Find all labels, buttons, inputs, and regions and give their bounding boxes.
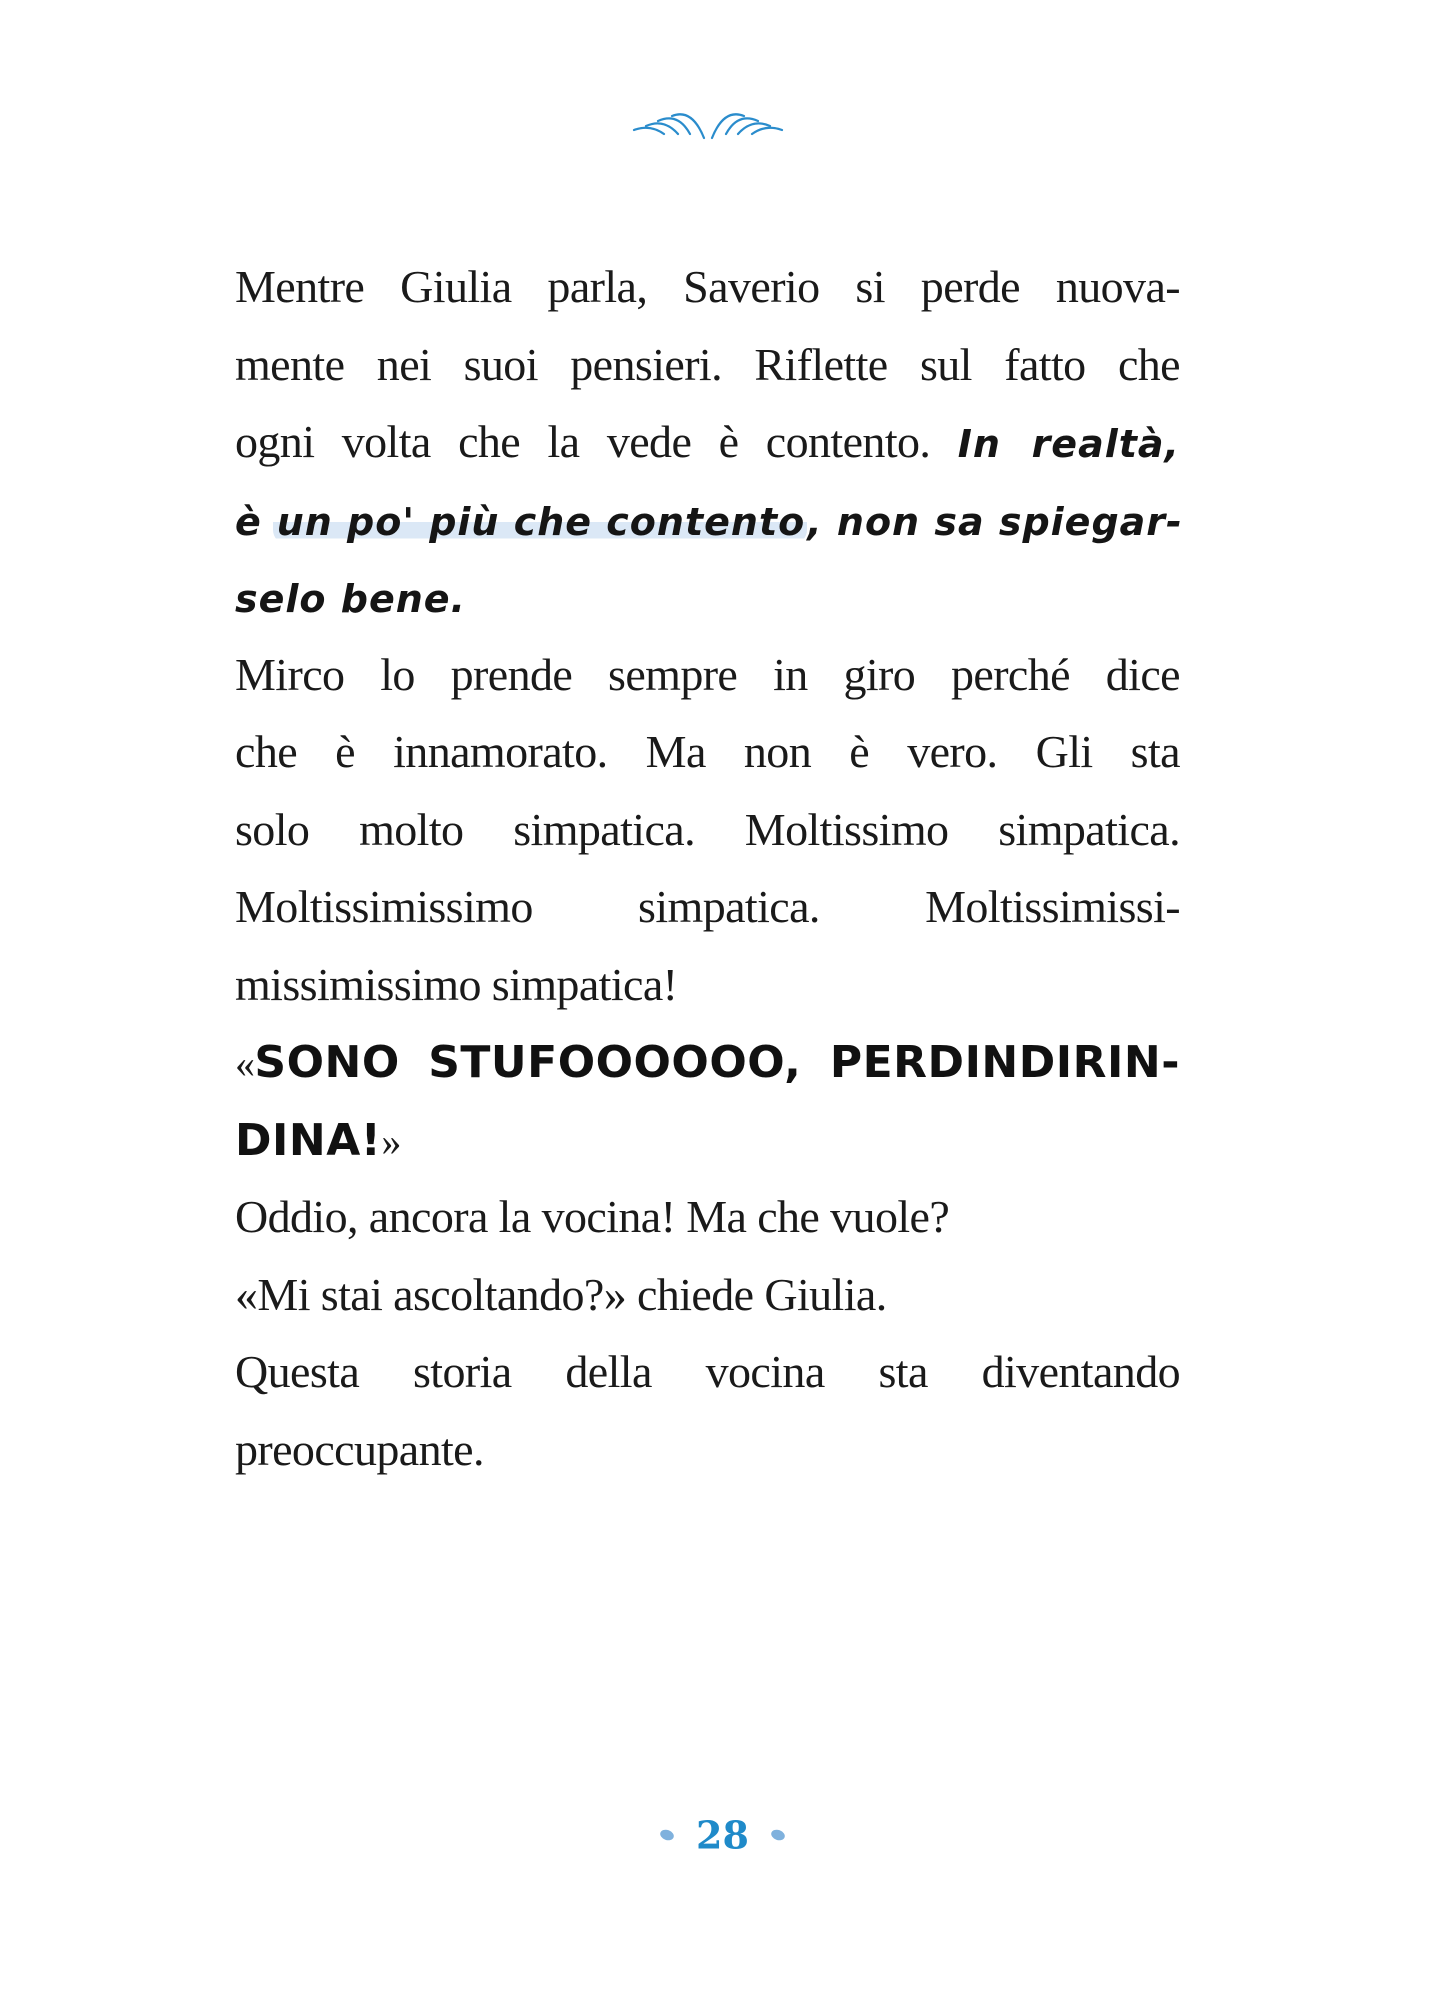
open-quote: «: [235, 1041, 255, 1086]
narration-text: Questa storia della vocina sta diventando: [235, 1346, 1180, 1397]
page-number-footer: [0, 1810, 1445, 1860]
body-text: [235, 248, 1183, 1488]
shout-text: SONO STUFOOOOOO, PERDINDIRIN-: [254, 1037, 1180, 1088]
close-quote: »: [381, 1118, 401, 1164]
wave-arcs-ornament-icon: [628, 104, 788, 144]
text-line: [235, 1101, 1180, 1179]
narration-text: mente nei suoi pensieri. Riflette sul fatto che: [235, 338, 1180, 390]
text-line: [235, 481, 1183, 559]
narration-text: Mentre Giulia parla, Saverio si perde nuova-: [235, 261, 1180, 312]
narration-text: Oddio, ancora la vocina! Ma che vuole?: [235, 1191, 950, 1242]
text-line: [235, 1411, 1180, 1489]
text-line: [235, 1256, 1180, 1334]
text-line: [235, 248, 1180, 326]
text-line: [235, 946, 1180, 1024]
text-line: [235, 1178, 1180, 1256]
text-line: [235, 1023, 1180, 1101]
text-line: [235, 636, 1180, 714]
text-line: [235, 326, 1180, 404]
page-number: 28: [696, 1812, 749, 1858]
handwritten-text: è: [235, 499, 262, 544]
handwritten-text: , non sa spiegar-: [807, 499, 1183, 544]
handwritten-text: selo bene.: [235, 577, 466, 621]
shout-text: DINA!: [235, 1114, 382, 1166]
narration-text: Mirco lo prende sempre in giro perché dice: [235, 648, 1180, 700]
narration-text: solo molto simpatica. Moltissimo simpatica.: [235, 803, 1180, 855]
narration-text: preoccupante.: [235, 1423, 484, 1475]
handwritten-text: In realtà,: [957, 422, 1180, 466]
text-line: [235, 791, 1180, 869]
narration-text: Moltissimissimo simpatica. Moltissimissi-: [235, 881, 1180, 932]
dot-ornament-icon: [770, 1828, 787, 1842]
text-line: [235, 403, 1180, 481]
highlighted-handwritten-text: un po' più che contento: [273, 500, 808, 544]
narration-text: missimissimo simpatica!: [235, 958, 678, 1010]
text-line: [235, 713, 1180, 791]
narration-text: ogni volta che la vede è contento.: [235, 416, 931, 467]
dot-ornament-icon: [659, 1828, 676, 1842]
text-line: [235, 868, 1180, 946]
narration-text: che è innamorato. Ma non è vero. Gli sta: [235, 726, 1180, 777]
text-line: [235, 1333, 1180, 1411]
dialogue-text: «Mi stai ascoltando?» chiede Giulia.: [235, 1268, 887, 1320]
text-line: [235, 558, 1180, 636]
